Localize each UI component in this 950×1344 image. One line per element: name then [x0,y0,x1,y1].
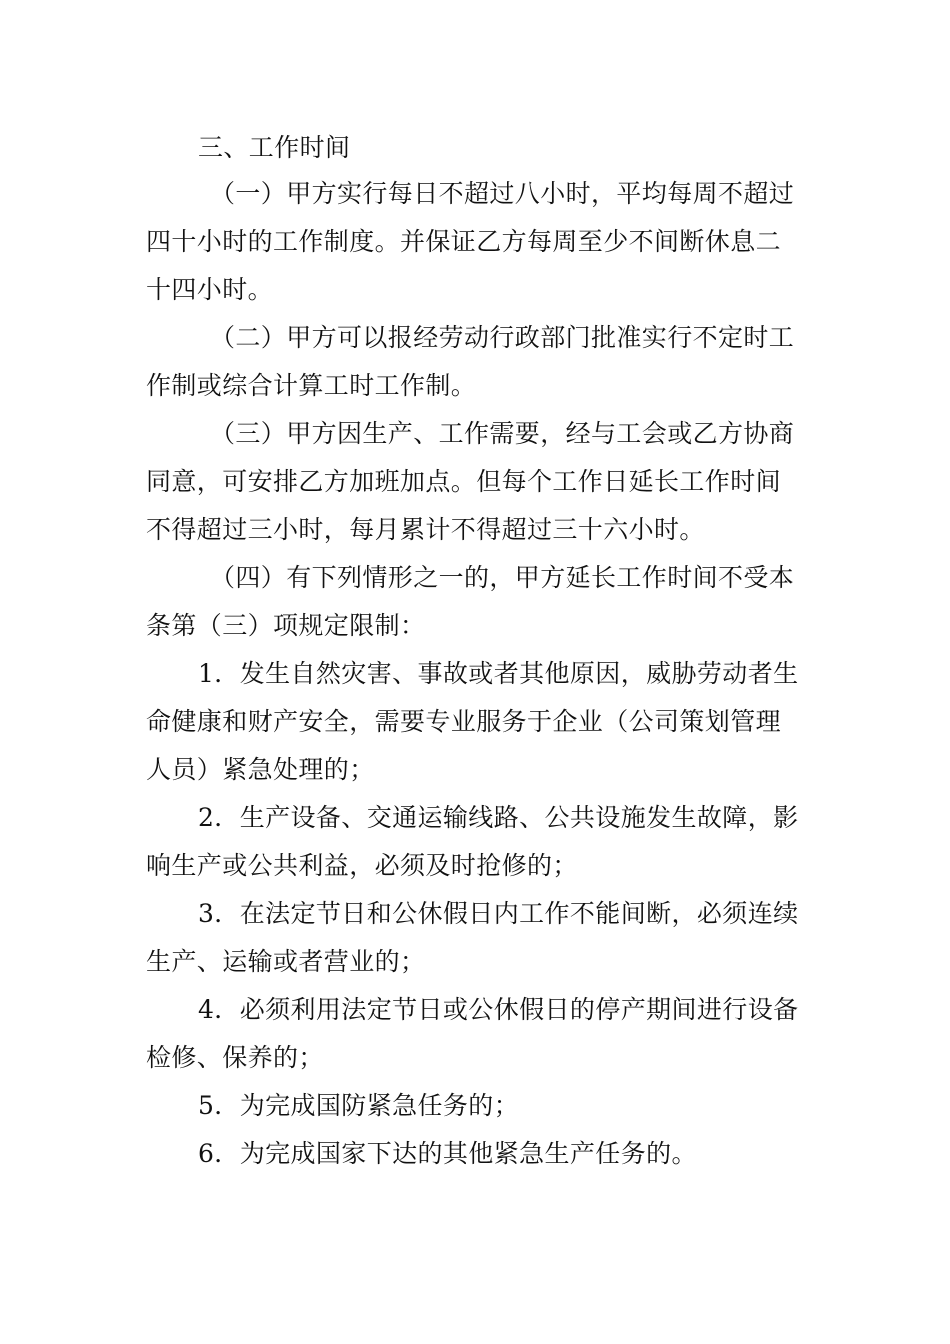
paragraph-line: 人员）紧急处理的； [146,755,375,784]
paragraph-1 [146,170,808,314]
paragraph-line: 同意，可安排乙方加班加点。但每个工作日延长工作时间 [146,467,782,496]
paragraph-line: （一）甲方实行每日不超过八小时，平均每周不超过 [210,179,795,208]
paragraph-2 [146,314,808,410]
list-item-6 [146,1130,808,1178]
paragraph-line: 作制或综合计算工时工作制。 [146,371,477,400]
paragraph-line: （二）甲方可以报经劳动行政部门批准实行不定时工 [210,323,795,352]
paragraph-line: 3．在法定节日和公休假日内工作不能间断，必须连续 [198,899,799,928]
paragraph-line: 条第（三）项规定限制： [146,611,426,640]
paragraph-line: 生产、运输或者营业的； [146,947,426,976]
paragraph-line: 不得超过三小时，每月累计不得超过三十六小时。 [146,515,705,544]
paragraph-line: 响生产或公共利益，必须及时抢修的； [146,851,578,880]
list-item-1 [146,650,808,794]
paragraph-line: （三）甲方因生产、工作需要，经与工会或乙方协商 [210,419,795,448]
paragraph-line: 四十小时的工作制度。并保证乙方每周至少不间断休息二 [146,227,782,256]
list-item-2 [146,794,808,890]
paragraph-line: （四）有下列情形之一的，甲方延长工作时间不受本 [210,563,795,592]
paragraph-line: 4．必须利用法定节日或公休假日的停产期间进行设备 [198,995,799,1024]
paragraph-line: 命健康和财产安全，需要专业服务于企业（公司策划管理 [146,707,782,736]
paragraph-line: 2．生产设备、交通运输线路、公共设施发生故障，影 [198,803,799,832]
section-heading: 三、工作时间 [198,133,351,162]
list-item-3 [146,890,808,986]
list-item-4 [146,986,808,1082]
paragraph-line: 5．为完成国防紧急任务的； [198,1091,520,1120]
paragraph-line: 1．发生自然灾害、事故或者其他原因，威胁劳动者生 [198,659,799,688]
paragraph-line: 检修、保养的； [146,1043,324,1072]
paragraph-3 [146,410,808,554]
paragraph-line: 十四小时。 [146,275,274,304]
list-item-5 [146,1082,808,1130]
paragraph-line: 6．为完成国家下达的其他紧急生产任务的。 [198,1139,697,1168]
paragraph-4 [146,554,808,650]
document-page [146,126,808,1178]
